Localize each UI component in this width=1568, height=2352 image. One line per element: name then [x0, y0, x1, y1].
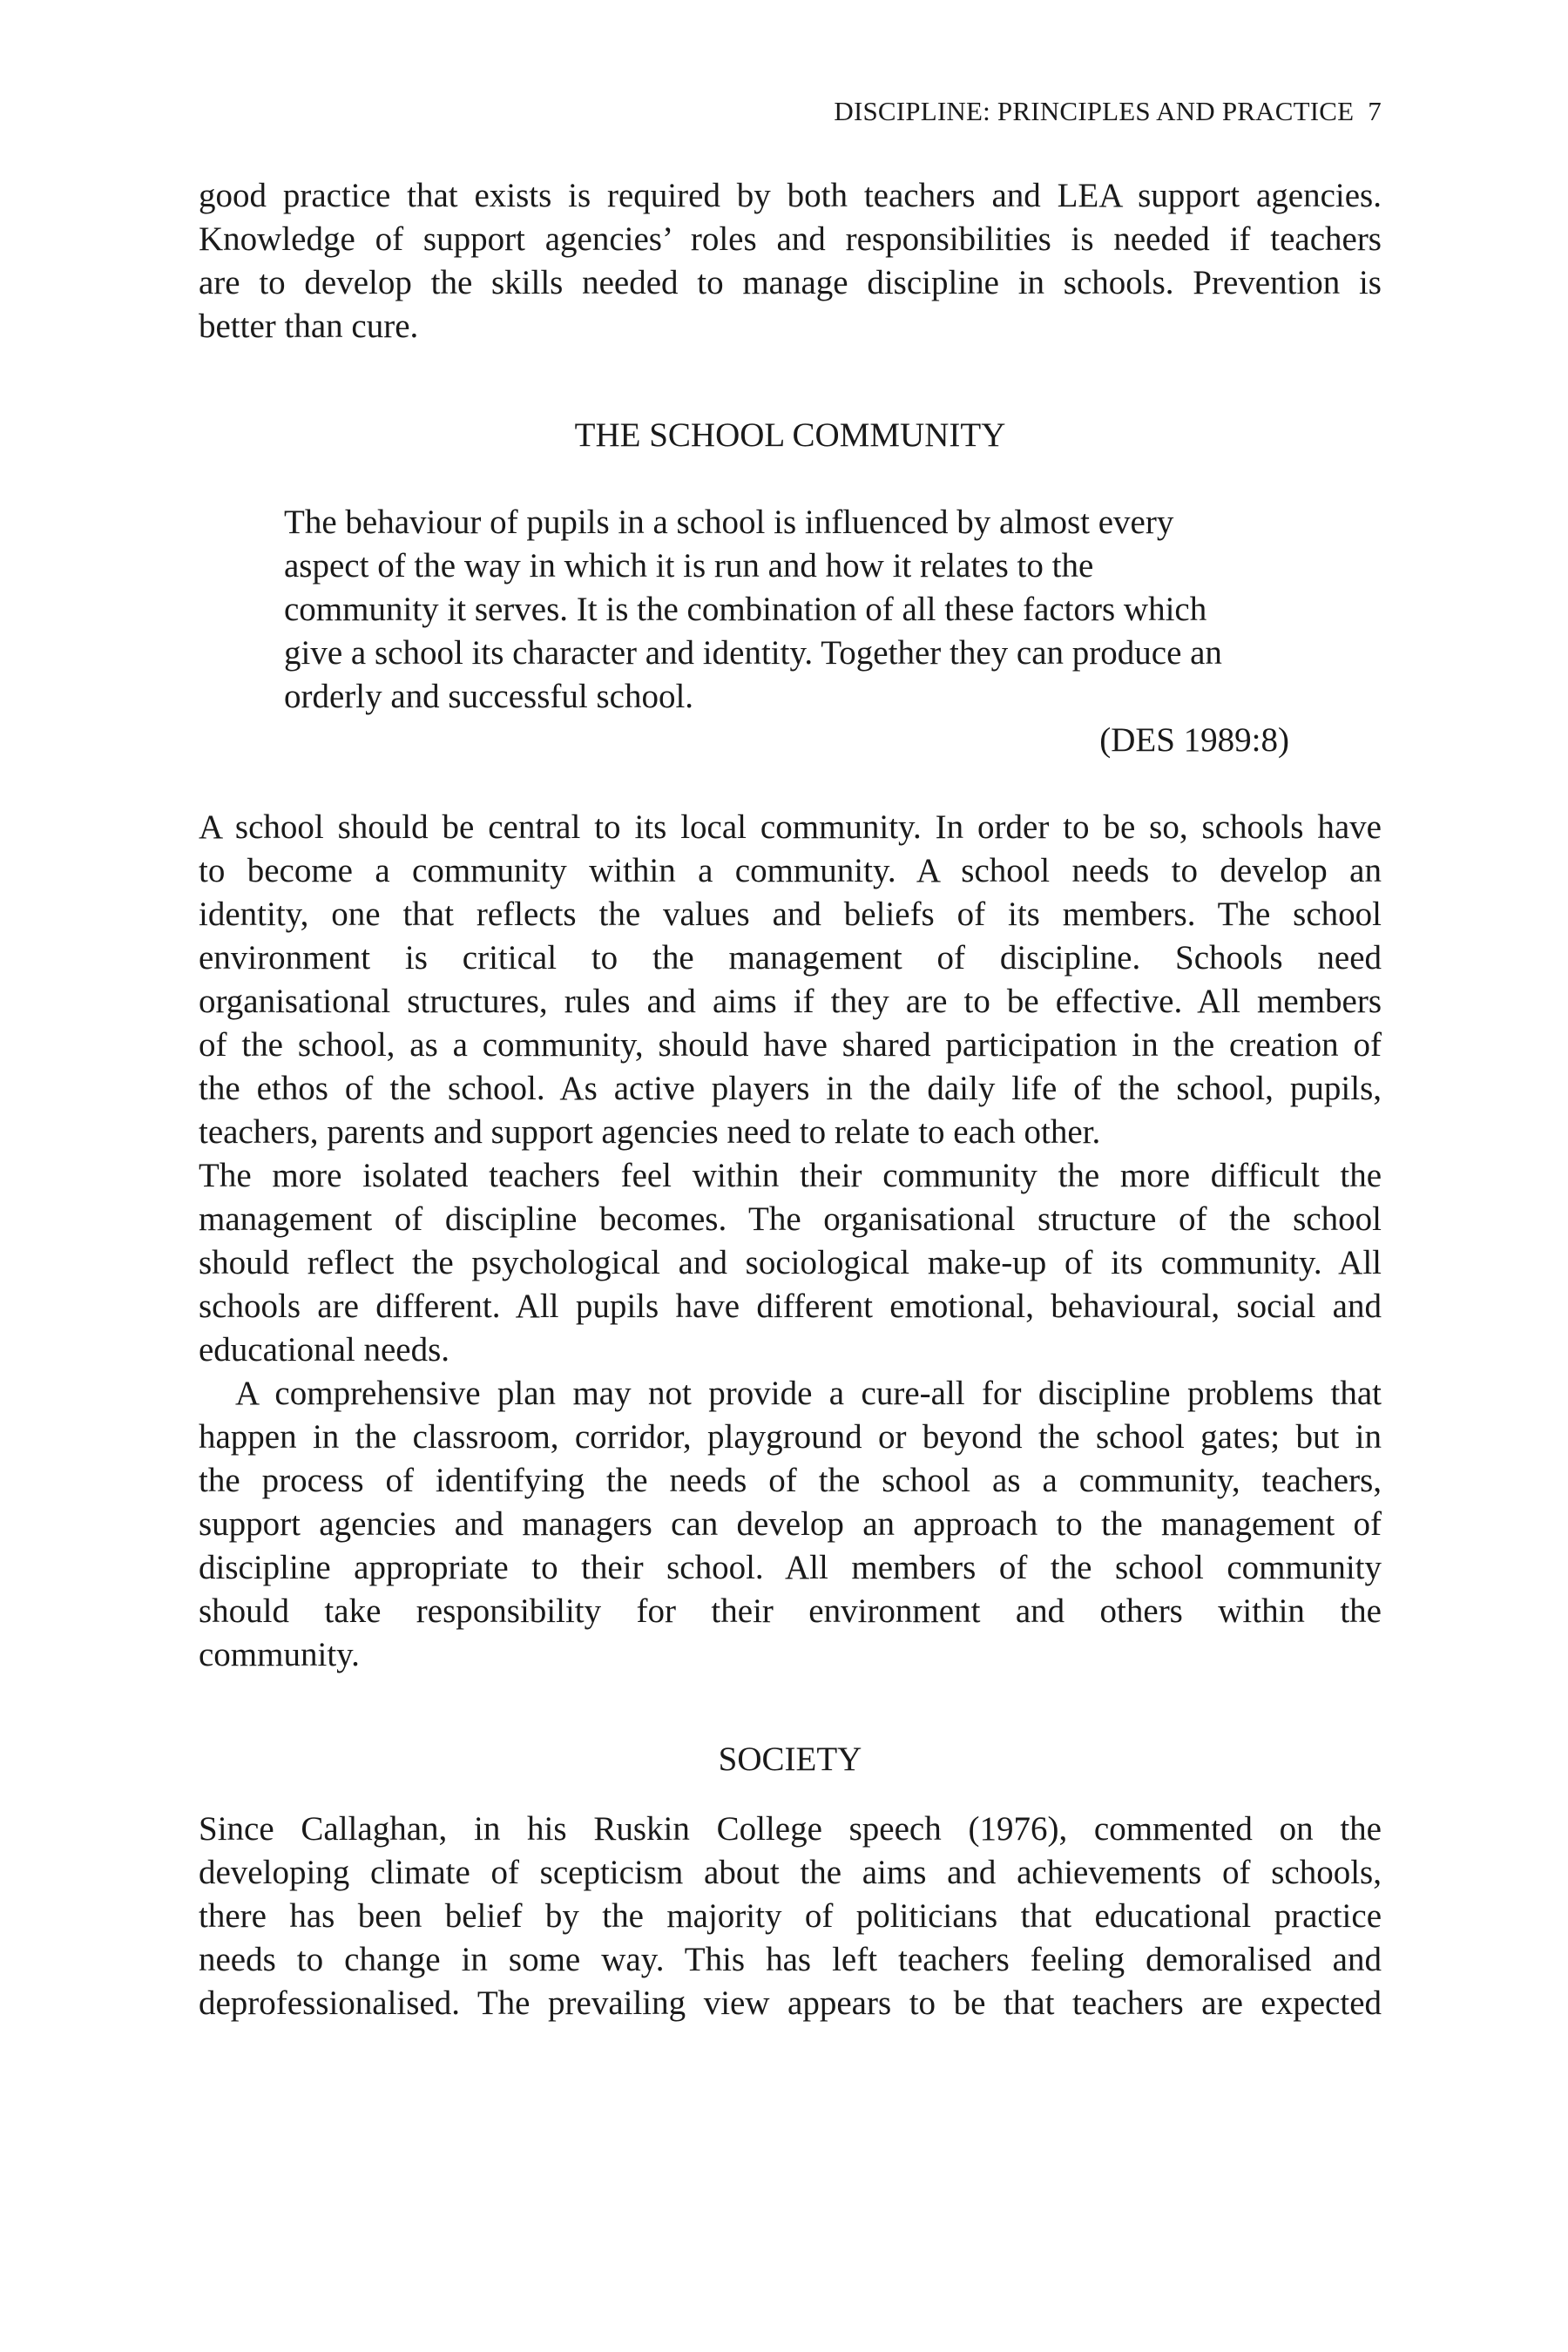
text-line: identity, one that reflects the values and beliefs of its members. The school: [199, 896, 1382, 933]
section-heading-school-community: THE SCHOOL COMMUNITY: [574, 416, 1006, 454]
text-line: community.: [199, 1636, 360, 1673]
running-head: [199, 91, 1382, 132]
text-line: Since Callaghan, in his Ruskin College speech (1976), commented on the: [199, 1810, 1382, 1848]
quote-line: give a school its character and identity. Together they can produce an: [284, 634, 1222, 672]
text-line: discipline appropriate to their school. All members of the school community: [199, 1549, 1382, 1586]
text-line: developing climate of scepticism about the aims and achievements of schools,: [199, 1854, 1382, 1891]
text-line: Knowledge of support agencies’ roles and responsibilities is needed if teachers: [199, 220, 1382, 258]
text-line: are to develop the skills needed to manage discipline in schools. Prevention is: [199, 264, 1382, 301]
section-heading-society: SOCIETY: [718, 1740, 862, 1778]
quote-line: aspect of the way in which it is run and how it relates to the: [284, 547, 1094, 585]
text-line: should take responsibility for their environment and others within the: [199, 1592, 1382, 1630]
text-line: better than cure.: [199, 308, 419, 345]
text-line: should reflect the psychological and sociological make-up of its community. All: [199, 1244, 1382, 1281]
quote-line: community it serves. It is the combination of all these factors which: [284, 591, 1207, 628]
text-line: of the school, as a community, should have shared participation in the creation of: [199, 1026, 1382, 1064]
paragraph-comprehensive-plan: [199, 1372, 1382, 1677]
text-line: to become a community within a community. A school needs to develop an: [199, 852, 1382, 889]
text-line: there has been belief by the majority of politicians that educational practice: [199, 1897, 1382, 1935]
text-line: organisational structures, rules and aims if they are to be effective. All members: [199, 983, 1382, 1020]
text-line: environment is critical to the management of discipline. Schools need: [199, 939, 1382, 977]
paragraph-isolated-teachers: [199, 1154, 1382, 1372]
quote-line: The behaviour of pupils in a school is influenced by almost every: [284, 504, 1174, 541]
text-line: A comprehensive plan may not provide a cure-all for discipline problems that: [235, 1375, 1382, 1412]
intro-paragraph: [199, 174, 1382, 348]
text-line: happen in the classroom, corridor, playground or beyond the school gates; but in: [199, 1418, 1382, 1456]
text-line: The more isolated teachers feel within their community the more difficult the: [199, 1157, 1382, 1194]
text-line: A school should be central to its local community. In order to be so, schools have: [199, 808, 1382, 846]
quote-citation: (DES 1989:8): [1099, 721, 1289, 759]
text-line: support agencies and managers can develop an approach to the management of: [199, 1505, 1382, 1543]
text-line: deprofessionalised. The prevailing view appears to be that teachers are expected: [199, 1984, 1382, 2022]
quote-line: orderly and successful school.: [284, 678, 694, 715]
block-quote: [284, 501, 1289, 762]
text-line: teachers, parents and support agencies need to relate to each other.: [199, 1113, 1101, 1151]
text-line: needs to change in some way. This has left teachers feeling demoralised and: [199, 1941, 1382, 1978]
page-number: 7: [1368, 96, 1382, 126]
text-line: the process of identifying the needs of the school as a community, teachers,: [199, 1462, 1382, 1499]
paragraph-callaghan: [199, 1808, 1382, 2025]
text-line: management of discipline becomes. The organisational structure of the school: [199, 1200, 1382, 1238]
paragraph-school-central: [199, 806, 1382, 1154]
text-line: educational needs.: [199, 1331, 450, 1369]
running-head-title: DISCIPLINE: PRINCIPLES AND PRACTICE: [834, 96, 1355, 126]
text-line: good practice that exists is required by both teachers and LEA support agencies.: [199, 177, 1382, 214]
text-line: schools are different. All pupils have different emotional, behavioural, social and: [199, 1288, 1382, 1325]
text-line: the ethos of the school. As active players in the daily life of the school, pupils,: [199, 1070, 1382, 1107]
